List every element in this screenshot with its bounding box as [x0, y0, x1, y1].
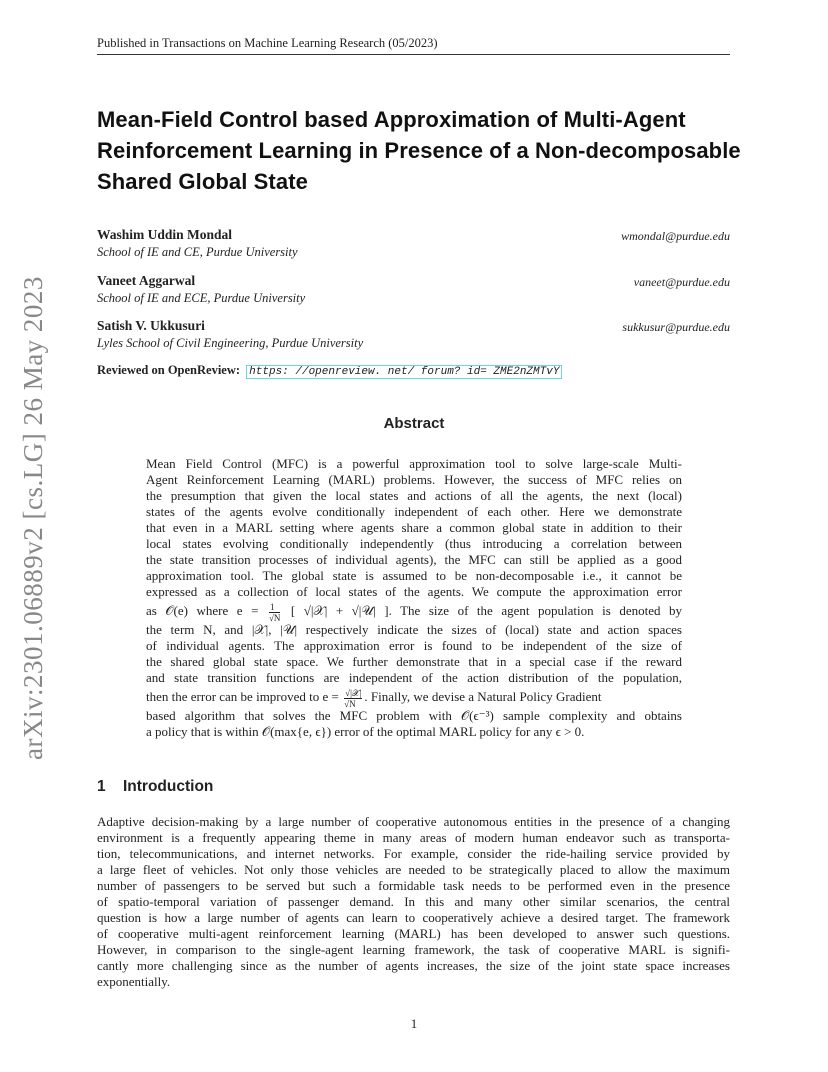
intro-line: Adaptive decision-making by a large number of cooperative autonomous entities in the presence of a changing: [97, 814, 730, 829]
author-email[interactable]: sukkusur@purdue.edu: [622, 320, 730, 334]
header-rule: [97, 54, 730, 55]
running-header: Published in Transactions on Machine Learning Research (05/2023): [97, 36, 438, 50]
abstract-line: based algorithm that solves the MFC problem with 𝒪(ϵ⁻³) sample complexity and obtains: [146, 708, 682, 723]
author-affiliation: School of IE and ECE, Purdue University: [97, 291, 306, 305]
author-name: Vaneet Aggarwal: [97, 273, 196, 288]
intro-line: environment is a frequently appearing theme in many areas of modern human endeavor such as transporta-: [97, 830, 730, 845]
abstract-line: a policy that is within 𝒪(max{e, ϵ}) error of the optimal MARL policy for any ϵ > 0.: [146, 724, 585, 739]
intro-line: cantly more challenging since as the number of agents increases, the size of the joint state space increases: [97, 958, 730, 973]
intro-line: number of passengers to be served but such a formidable task needs to be performed even in the presence: [97, 878, 730, 893]
introduction-body: [97, 814, 730, 990]
paper-title: [97, 104, 741, 197]
author-email[interactable]: wmondal@purdue.edu: [621, 229, 730, 243]
abstract-line: local states evolving conditionally independently (thus introducing a correlation between: [146, 536, 682, 551]
abstract-line: expressed as a collection of local states of the agents. We compute the approximation error: [146, 584, 682, 599]
author-name: Satish V. Ukkusuri: [97, 318, 205, 333]
abstract-body: [146, 456, 682, 740]
abstract-line: the shared global state space. We further demonstrate that in a special case if the reward: [146, 654, 682, 669]
intro-line: of spatio-temporal variation of passenger demand. In this and many other similar scenarios, the central: [97, 894, 730, 909]
intro-line: a large fleet of vehicles. Not only those vehicles are needed to be strategically placed to allow the maximum: [97, 862, 730, 877]
reviewed-on-openreview: [97, 363, 562, 378]
abstract-line: the state transition processes of individual agents), the MFC can still be applied as a good: [146, 552, 682, 567]
abstract-text: as 𝒪(e) where e =: [146, 603, 259, 618]
fraction: [344, 688, 362, 709]
abstract-text: . Finally, we devise a Natural Policy Gradient: [364, 689, 602, 704]
section-heading: [97, 778, 213, 796]
fraction: [269, 602, 280, 623]
openreview-link[interactable]: https: //openreview. net/ forum? id= ZME2nZMTvY: [246, 365, 562, 379]
arxiv-stamp: arXiv:2301.06889v2 [cs.LG] 26 May 2023: [18, 276, 48, 760]
abstract-text: [ √|𝒳| + √|𝒰| ]. The size of the agent population is denoted by: [290, 603, 683, 618]
fraction-denominator: √N: [344, 698, 356, 709]
intro-line: question is how a large number of agents can learn to cooperatively achieve a desired target. The framework: [97, 910, 730, 925]
intro-line: tion, telecommunications, and internet networks. For example, consider the ride-hailing service provided by: [97, 846, 730, 861]
abstract-line: and state transition functions are independent of the action distribution of the population,: [146, 670, 682, 685]
author-affiliation: School of IE and CE, Purdue University: [97, 245, 298, 259]
intro-line: exponentially.: [97, 974, 171, 989]
author-affiliation: Lyles School of Civil Engineering, Purdue University: [97, 336, 364, 350]
intro-line: However, in comparison to the single-agent learning framework, the task of cooperative MARL is signifi-: [97, 942, 730, 957]
section-title: Introduction: [123, 778, 214, 795]
abstract-line: Mean Field Control (MFC) is a powerful approximation tool to solve large-scale Multi-: [146, 456, 682, 471]
abstract-line: of individual agents. The approximation error is found to be independent of the size of: [146, 638, 682, 653]
author-block: [97, 318, 730, 351]
fraction-numerator: √|𝒳|: [345, 687, 362, 698]
author-block: [97, 273, 730, 306]
abstract-line: that even in a MARL setting where agents share a common global state in addition to their: [146, 520, 682, 535]
abstract-equation-line: [146, 600, 682, 622]
author-email[interactable]: vaneet@purdue.edu: [633, 275, 730, 289]
page-number: 1: [410, 1016, 418, 1031]
intro-line: of cooperative multi-agent reinforcement learning (MARL) has been developed to answer such questions.: [97, 926, 730, 941]
abstract-line: the term N, and |𝒳|, |𝒰| respectively indicate the sizes of (local) state and action spaces: [146, 622, 682, 637]
abstract-text: then the error can be improved to e =: [146, 689, 339, 704]
author-block: [97, 227, 730, 260]
title-line: Reinforcement Learning in Presence of a Non-decomposable: [97, 138, 741, 163]
fraction-numerator: 1: [269, 602, 280, 613]
reviewed-label: Reviewed on OpenReview:: [97, 363, 241, 377]
fraction-denominator: √N: [268, 612, 281, 623]
section-number: 1: [97, 778, 106, 795]
author-name: Washim Uddin Mondal: [97, 227, 233, 242]
abstract-equation-line: [146, 686, 682, 708]
abstract-line: approximation tool. The global state is assumed to be non-decomposable i.e., it cannot be: [146, 568, 682, 583]
abstract-line: the presumption that given the local states and actions of all the agents, the next (local): [146, 488, 682, 503]
abstract-line: Agent Reinforcement Learning (MARL) problems. However, the success of MFC relies on: [146, 472, 682, 487]
title-line: Shared Global State: [97, 169, 308, 194]
abstract-line: states of the agents evolve conditionally independent of each other. Here we demonstrate: [146, 504, 682, 519]
title-line: Mean-Field Control based Approximation of Multi-Agent: [97, 107, 686, 132]
abstract-heading: Abstract: [383, 415, 445, 432]
